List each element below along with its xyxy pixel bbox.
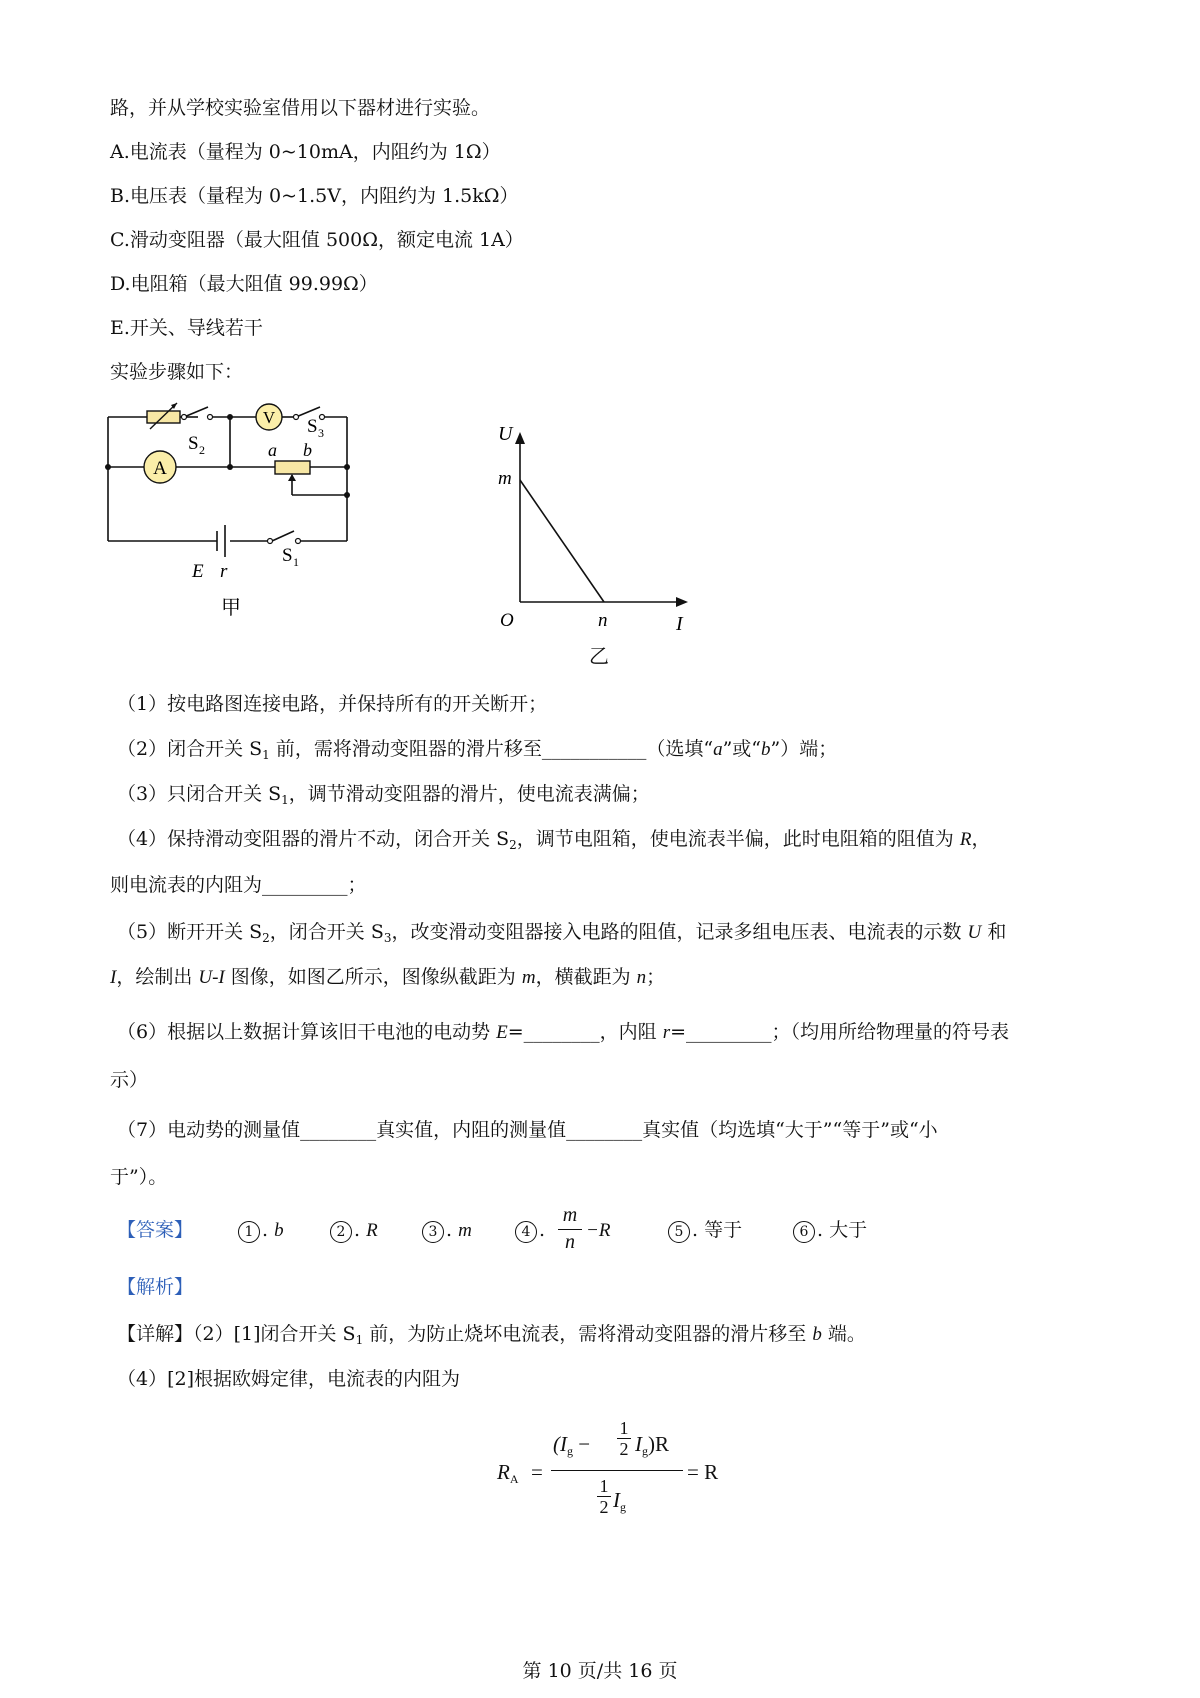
question-7-line2: 于”）。 bbox=[110, 1166, 168, 1188]
answer-3: 3 . m bbox=[422, 1218, 472, 1243]
q2-sub: 1 bbox=[262, 748, 270, 762]
q6-text-b: =________，内阻 bbox=[507, 1021, 663, 1043]
formula-half-den: 2 bbox=[617, 1438, 631, 1459]
question-1: （1）按电路图连接电路，并保持所有的开关断开； bbox=[117, 693, 548, 715]
voltmeter-label: V bbox=[262, 408, 276, 427]
q6-var-e: E bbox=[496, 1022, 508, 1043]
s2-sub: 2 bbox=[199, 443, 205, 457]
equipment-b: B.电压表（量程为 0~1.5V，内阻约为 1.5kΩ） bbox=[110, 185, 519, 207]
rheostat-end-a: a bbox=[268, 440, 277, 460]
formula-den-ig: $I_g$ bbox=[613, 1488, 626, 1514]
q2-text-b: 前，需将滑动变阻器的滑片移至___________（选填“ bbox=[269, 738, 714, 760]
answer-4-numerator: m bbox=[562, 1204, 578, 1226]
q3-sub: 1 bbox=[281, 793, 289, 807]
origin-label: O bbox=[500, 610, 514, 631]
q5-text-f: 图像，如图乙所示，图像纵截距为 bbox=[224, 966, 522, 988]
equipment-e: E.开关、导线若干 bbox=[110, 317, 263, 339]
s2-label: S bbox=[188, 433, 199, 454]
formula-numerator bbox=[553, 1432, 590, 1459]
answer-4-fraction bbox=[558, 1203, 582, 1254]
q6-text-a: （6）根据以上数据计算该旧干电池的电动势 bbox=[117, 1021, 497, 1043]
ui-graph-yi bbox=[490, 420, 700, 635]
equipment-c: C.滑动变阻器（最大阻值 500Ω，额定电流 1A） bbox=[110, 229, 524, 251]
q4-var-r: R bbox=[959, 829, 972, 850]
answer-4-number: 4 bbox=[515, 1221, 537, 1243]
q5-text-c: ，改变滑动变阻器接入电路的阻值，记录多组电压表、电流表的示数 bbox=[391, 921, 968, 943]
formula-rhs: = R bbox=[687, 1460, 719, 1484]
question-6 bbox=[117, 1020, 1009, 1045]
question-7: （7）电动势的测量值________真实值，内阻的测量值________真实值（均选填“大于”“等于”或“小 bbox=[117, 1119, 938, 1141]
equipment-a: A.电流表（量程为 0~10mA，内阻约为 1Ω） bbox=[110, 141, 501, 163]
x-axis-label: I bbox=[676, 613, 683, 635]
answer-1-number: 1 bbox=[238, 1221, 260, 1243]
answer-1-text: b bbox=[274, 1220, 284, 1241]
answer-2: 2 . R bbox=[330, 1218, 378, 1243]
formula-half-num: 1 bbox=[619, 1418, 629, 1438]
question-4-line2: 则电流表的内阻为_________； bbox=[110, 874, 367, 896]
x-axis-arrow bbox=[676, 597, 688, 607]
formula-num-i: (I bbox=[553, 1432, 567, 1456]
answer-4-denominator: n bbox=[558, 1229, 582, 1254]
s1-label: S bbox=[282, 545, 293, 566]
y-intercept-label: m bbox=[498, 468, 512, 489]
q2-option-b: b bbox=[761, 739, 771, 760]
q5-text-d: 和 bbox=[981, 921, 1007, 943]
q5-text-b: ，闭合开关 S bbox=[269, 921, 384, 943]
q5-var-n: n bbox=[636, 967, 647, 988]
formula-num-g: g bbox=[567, 1444, 573, 1458]
intro-text: 路，并从学校实验室借用以下器材进行实验。 bbox=[110, 97, 491, 119]
q5-text-g: ，横截距为 bbox=[535, 966, 637, 988]
formula-half-top bbox=[617, 1418, 631, 1459]
circuit-diagram-jia bbox=[100, 395, 400, 620]
q4-sub: 2 bbox=[509, 838, 517, 852]
x-intercept-label: n bbox=[598, 610, 608, 631]
ammeter-label: A bbox=[153, 458, 167, 479]
q2-text-c: ”或“ bbox=[722, 738, 761, 760]
answer-5-number: 5 bbox=[668, 1221, 690, 1243]
q5-sub3: 3 bbox=[383, 931, 392, 945]
answer-4: 4 . bbox=[515, 1218, 545, 1243]
y-axis-label: U bbox=[498, 423, 513, 445]
question-3 bbox=[117, 782, 650, 812]
answer-6: 6 . 大于 bbox=[793, 1218, 867, 1243]
s3-sub: 3 bbox=[318, 426, 324, 440]
answer-6-text: 大于 bbox=[829, 1219, 868, 1241]
page-footer: 第 10 页/共 16 页 bbox=[522, 1660, 678, 1682]
internal-r-label: r bbox=[220, 561, 228, 582]
q5-var-ui: U-I bbox=[198, 967, 225, 988]
emf-label: E bbox=[192, 561, 204, 582]
figure-jia-caption: 甲 bbox=[221, 597, 241, 619]
q5-text-a: （5）断开开关 S bbox=[117, 921, 263, 943]
q4-text-c: ， bbox=[971, 828, 991, 850]
q4-text-b: ，调节电阻箱，使电流表半偏，此时电阻箱的阻值为 bbox=[516, 828, 960, 850]
ui-series-line bbox=[520, 480, 604, 602]
q2-text-a: （2）闭合开关 S bbox=[117, 738, 263, 760]
formula-numerator-tail bbox=[635, 1432, 669, 1459]
q5-var-u: U bbox=[967, 922, 982, 943]
formula-num-g2: g bbox=[642, 1444, 648, 1458]
answer-3-number: 3 bbox=[422, 1221, 444, 1243]
formula-den-half-num: 1 bbox=[599, 1476, 609, 1496]
detail-text-a: （2）[1]闭合开关 S bbox=[193, 1323, 356, 1345]
answer-4-tail bbox=[586, 1218, 610, 1243]
steps-heading: 实验步骤如下： bbox=[110, 361, 244, 383]
question-4 bbox=[117, 827, 990, 857]
q3-text-a: （3）只闭合开关 S bbox=[117, 783, 282, 805]
q2-text-d: ”）端； bbox=[770, 738, 838, 760]
question-2 bbox=[117, 737, 837, 767]
answer-label: 【答案】 bbox=[117, 1219, 194, 1241]
formula-half-bottom bbox=[597, 1476, 611, 1517]
answer-6-number: 6 bbox=[793, 1221, 815, 1243]
resistance-box-icon bbox=[147, 411, 180, 423]
formula-lhs: R bbox=[497, 1460, 510, 1484]
q5-text-h: ； bbox=[646, 966, 666, 988]
formula-den-half-den: 2 bbox=[597, 1496, 611, 1517]
detail-line bbox=[117, 1322, 866, 1352]
answer-1: 1 . b bbox=[238, 1218, 284, 1243]
formula-num-i2: I bbox=[635, 1432, 642, 1456]
formula-lhs-sub: A bbox=[509, 1472, 519, 1486]
s3-label: S bbox=[307, 416, 318, 437]
formula-minus: − bbox=[578, 1432, 591, 1456]
equipment-d: D.电阻箱（最大阻值 99.99Ω） bbox=[110, 273, 378, 295]
slide-rheostat-icon bbox=[275, 461, 310, 474]
formula-fraction-bar bbox=[551, 1470, 683, 1471]
detail-line-2: （4）[2]根据欧姆定律，电流表的内阻为 bbox=[117, 1368, 461, 1390]
q5-text-e: ，绘制出 bbox=[116, 966, 199, 988]
detail-text-b: 前，为防止烧坏电流表，需将滑动变阻器的滑片移至 bbox=[363, 1323, 813, 1345]
question-6-line2: 示） bbox=[110, 1069, 149, 1091]
answer-2-number: 2 bbox=[330, 1221, 352, 1243]
detail-sub: 1 bbox=[355, 1333, 364, 1347]
figure-yi-caption: 乙 bbox=[589, 644, 609, 668]
q3-text-b: ，调节滑动变阻器的滑片，使电流表满偏； bbox=[288, 783, 650, 805]
analysis-label: 【解析】 bbox=[117, 1276, 194, 1298]
q5-var-i: I bbox=[110, 967, 117, 988]
answer-3-text: m bbox=[458, 1220, 472, 1241]
formula-close: )R bbox=[648, 1432, 669, 1456]
question-5 bbox=[117, 920, 1006, 950]
q6-var-r: r bbox=[662, 1022, 671, 1043]
detail-label: 【详解】 bbox=[117, 1323, 194, 1345]
formula-eq: = bbox=[531, 1460, 543, 1484]
formula-ra bbox=[497, 1418, 737, 1528]
detail-var-b: b bbox=[812, 1324, 822, 1345]
q5-sub2: 2 bbox=[262, 931, 270, 945]
s1-sub: 1 bbox=[293, 555, 299, 569]
q2-option-a: a bbox=[713, 739, 723, 760]
formula-den-g: g bbox=[620, 1500, 626, 1514]
y-axis-arrow bbox=[515, 432, 525, 444]
answer-4-tail-text: −R bbox=[586, 1220, 611, 1241]
rheostat-end-b: b bbox=[303, 440, 312, 460]
answer-5: 5 . 等于 bbox=[668, 1218, 742, 1243]
q5-var-m: m bbox=[521, 967, 536, 988]
q6-text-c: =_________；（均用所给物理量的符号表 bbox=[670, 1021, 1010, 1043]
answer-5-text: 等于 bbox=[704, 1219, 743, 1241]
detail-text-c: 端。 bbox=[821, 1323, 866, 1345]
answer-2-text: R bbox=[366, 1220, 378, 1241]
question-5-line2 bbox=[110, 965, 665, 990]
q4-text-a: （4）保持滑动变阻器的滑片不动，闭合开关 S bbox=[117, 828, 510, 850]
